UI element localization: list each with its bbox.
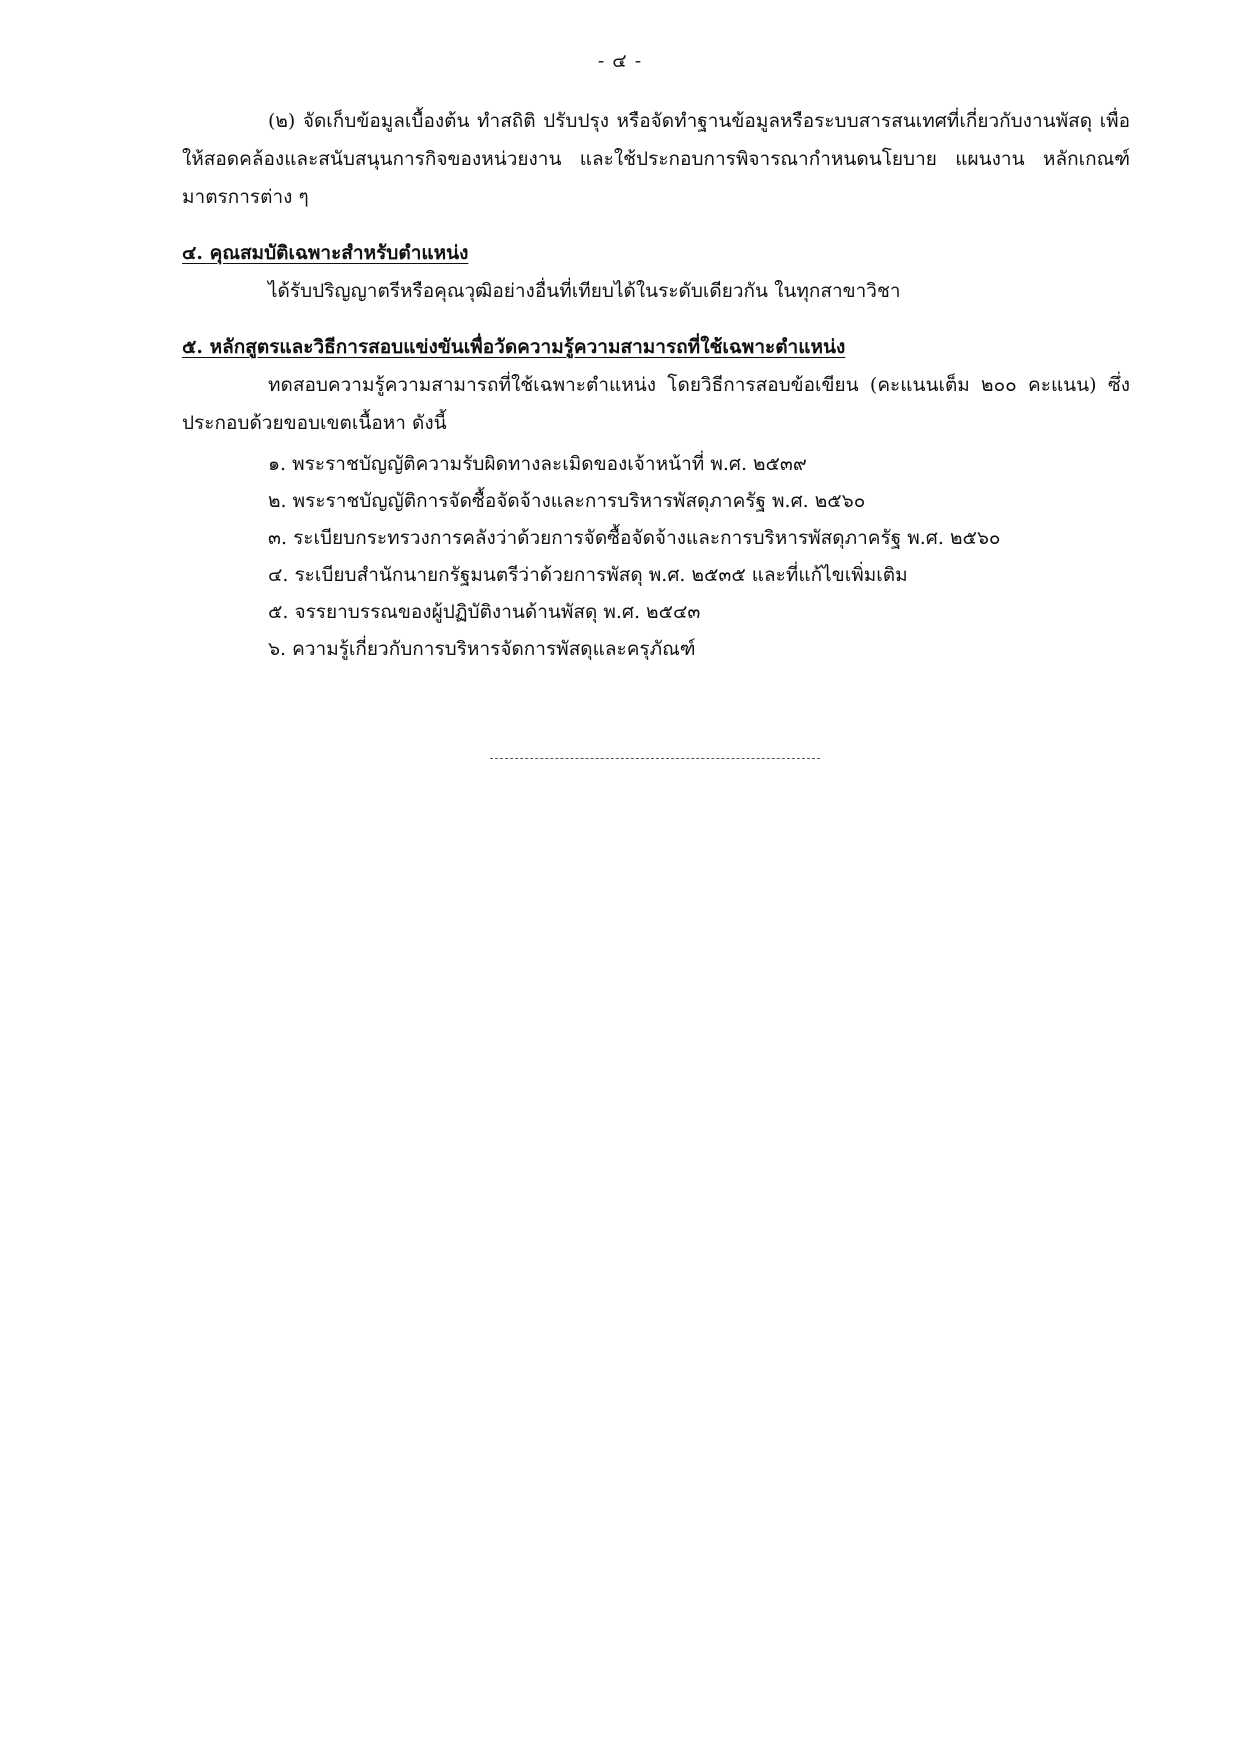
- section-4-body: ได้รับปริญญาตรีหรือคุณวุฒิอย่างอื่นที่เทียบได้ในระดับเดียวกัน ในทุกสาขาวิชา: [268, 280, 901, 302]
- exam-topic-item: ๑. พระราชบัญญัติความรับผิดทางละเมิดของเจ้าหน้าที่ พ.ศ. ๒๕๓๙: [268, 453, 807, 475]
- intro-paragraph: (๒) จัดเก็บข้อมูลเบื้องต้น ทำสถิติ ปรับปรุง หรือจัดทำฐานข้อมูลหรือระบบสารสนเทศที่เกี่ยวกับงานพัสดุ เพื่อให้สอดคล้องและสนับสนุนการกิจของหน่วยงาน และใช้ประกอบการพิจารณากำหนดนโยบาย แผนงาน หลักเกณฑ์ มาตรการต่าง ๆ: [182, 110, 1130, 208]
- section-5-body: ทดสอบความรู้ความสามารถที่ใช้เฉพาะตำแหน่ง โดยวิธีการสอบข้อเขียน (คะแนนเต็ม ๒๐๐ คะแนน) ซึ่งประกอบด้วยขอบเขตเนื้อหา ดังนี้: [182, 374, 1130, 434]
- exam-topic-item: ๓. ระเบียบกระทรวงการคลังว่าด้วยการจัดซื้อจัดจ้างและการบริหารพัสดุภาครัฐ พ.ศ. ๒๕๖๐: [268, 527, 1001, 549]
- exam-topic-list: [182, 446, 1130, 668]
- section-4-heading: ๔. คุณสมบัติเฉพาะสำหรับตำแหน่ง: [182, 242, 469, 264]
- section-5-heading: ๕. หลักสูตรและวิธีการสอบแข่งขันเพื่อวัดความรู้ความสามารถที่ใช้เฉพาะตำแหน่ง: [182, 336, 846, 358]
- exam-topic-item: ๖. ความรู้เกี่ยวกับการบริหารจัดการพัสดุและครุภัณฑ์: [268, 638, 696, 660]
- end-of-document-divider: [490, 758, 820, 759]
- exam-topic-item: ๔. ระเบียบสำนักนายกรัฐมนตรีว่าด้วยการพัสดุ พ.ศ. ๒๕๓๕ และที่แก้ไขเพิ่มเติม: [268, 564, 908, 586]
- page-number: - ๔ -: [597, 50, 643, 72]
- document-body: [182, 102, 1130, 668]
- exam-topic-item: ๒. พระราชบัญญัติการจัดซื้อจัดจ้างและการบริหารพัสดุภาครัฐ พ.ศ. ๒๕๖๐: [268, 490, 866, 512]
- exam-topic-item: ๕. จรรยาบรรณของผู้ปฏิบัติงานด้านพัสดุ พ.ศ. ๒๕๔๓: [268, 601, 701, 623]
